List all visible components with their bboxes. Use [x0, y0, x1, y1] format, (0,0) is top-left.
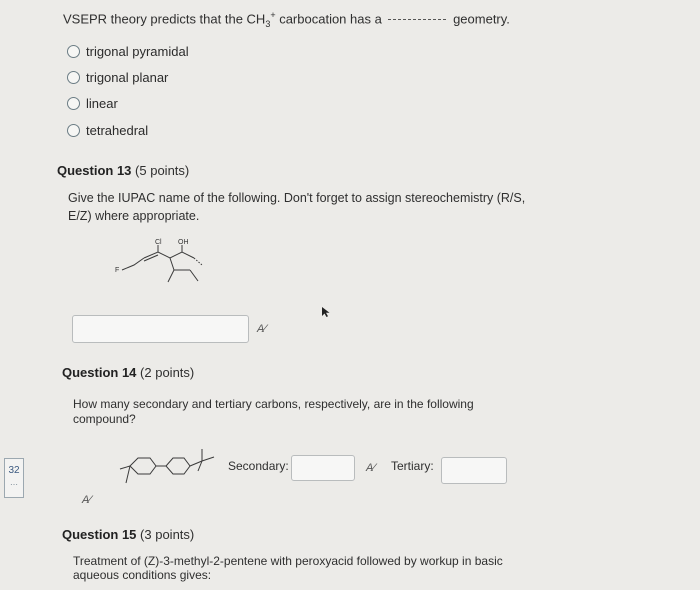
q15-prompt: Treatment of (Z)-3-methyl-2-pentene with peroxyacid followed by workup in basic aqueous conditions gives: — [73, 554, 503, 582]
option-label: trigonal pyramidal — [86, 44, 189, 59]
q12-suffix: geometry. — [449, 11, 510, 27]
q12-subscript: 3 — [265, 18, 271, 29]
q13-answer-input[interactable] — [72, 315, 249, 343]
radio-circle-icon[interactable] — [67, 45, 80, 58]
q12-prefix: VSEPR theory predicts that the CH — [63, 11, 266, 27]
q13-label: Question 13 — [57, 163, 132, 178]
secondary-input[interactable] — [291, 455, 355, 481]
radio-circle-icon[interactable] — [67, 97, 80, 110]
spellcheck-icon[interactable]: A⁄ — [366, 462, 376, 474]
spellcheck-icon[interactable]: A⁄ — [82, 494, 92, 506]
q15-header — [62, 527, 194, 542]
q14-header — [62, 365, 194, 380]
q12-middle: carbocation has a — [275, 11, 386, 27]
q14-points: (2 points) — [140, 365, 195, 380]
q13-points: (5 points) — [135, 163, 190, 178]
q12-blank — [388, 19, 446, 20]
tertiary-label: Tertiary: — [391, 459, 434, 473]
struct-label-oh: OH — [178, 239, 189, 246]
q14-label: Question 14 — [62, 365, 137, 380]
radio-circle-icon[interactable] — [67, 71, 80, 84]
page-indicator[interactable] — [4, 458, 24, 498]
q12-prompt — [63, 6, 510, 33]
q14-prompt: How many secondary and tertiary carbons, respectively, are in the following compound? — [73, 397, 474, 426]
page-number: 32 — [8, 465, 20, 476]
q14-structure-diagram — [118, 445, 223, 487]
q13-header — [57, 163, 189, 178]
secondary-label: Secondary: — [228, 459, 289, 473]
option-label: trigonal planar — [86, 70, 169, 85]
mouse-cursor-icon — [321, 306, 331, 318]
option-trigonal-planar[interactable] — [67, 70, 168, 85]
struct-label-f: F — [115, 267, 120, 274]
option-tetrahedral[interactable] — [67, 123, 148, 138]
tertiary-input[interactable] — [441, 457, 507, 484]
spellcheck-icon[interactable]: A⁄ — [257, 323, 267, 335]
option-trigonal-pyramidal[interactable] — [67, 44, 189, 59]
q13-prompt: Give the IUPAC name of the following. Don't forget to assign stereochemistry (R/S, E/Z) where appropriate. — [68, 191, 526, 223]
q15-label: Question 15 — [62, 527, 137, 542]
struct-label-cl: Cl — [155, 239, 162, 246]
q12-superscript: + — [270, 10, 276, 20]
option-label: linear — [86, 96, 118, 111]
option-label: tetrahedral — [86, 123, 149, 138]
page-dots-icon: ⋯ — [10, 480, 18, 489]
q15-points: (3 points) — [140, 527, 195, 542]
q13-structure-diagram — [110, 236, 220, 288]
radio-circle-icon[interactable] — [67, 124, 80, 137]
option-linear[interactable] — [67, 96, 118, 111]
